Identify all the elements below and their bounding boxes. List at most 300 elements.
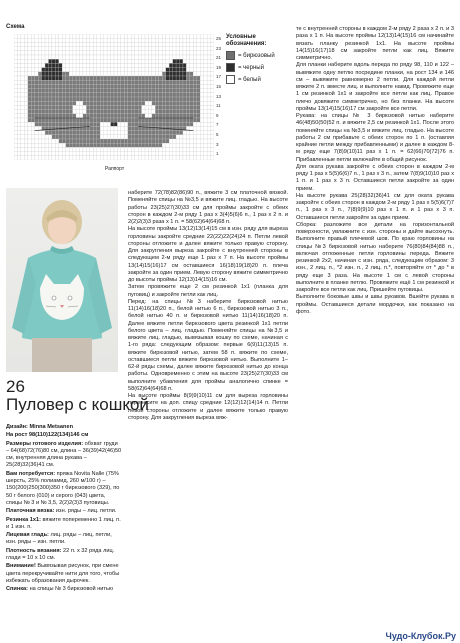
chart-cell <box>204 42 207 46</box>
chart-cell <box>38 101 41 105</box>
chart-cell <box>45 68 48 72</box>
chart-cell <box>142 156 145 160</box>
chart-cell <box>138 143 141 147</box>
chart-cell <box>124 156 127 160</box>
chart-cell <box>76 72 79 76</box>
chart-cell <box>66 122 69 126</box>
chart-cell <box>24 42 27 46</box>
chart-cell <box>155 89 158 93</box>
chart-cell <box>45 147 48 151</box>
chart-cell <box>35 105 38 109</box>
chart-cell <box>186 47 189 51</box>
chart-cell <box>14 38 17 42</box>
chart-cell <box>207 156 210 160</box>
chart-cell <box>135 143 138 147</box>
chart-cell <box>48 42 51 46</box>
chart-cell <box>176 93 179 97</box>
chart-cell <box>14 68 17 72</box>
chart-cell <box>173 126 176 130</box>
chart-cell <box>73 110 76 114</box>
chart-title: Схема <box>6 24 25 30</box>
chart-cell <box>28 76 31 80</box>
chart-cell <box>100 47 103 51</box>
chart-cell <box>176 51 179 55</box>
chart-cell <box>90 122 93 126</box>
chart-cell <box>66 143 69 147</box>
chart-cell <box>28 55 31 59</box>
chart-cell <box>42 51 45 55</box>
chart-cell <box>55 59 58 63</box>
chart-cell <box>124 72 127 76</box>
chart-cell <box>186 147 189 151</box>
chart-cell <box>173 80 176 84</box>
chart-cell <box>42 80 45 84</box>
chart-cell <box>121 147 124 151</box>
chart-cell <box>162 110 165 114</box>
chart-cell <box>111 147 114 151</box>
chart-cell <box>121 93 124 97</box>
chart-cell <box>155 156 158 160</box>
chart-cell <box>86 93 89 97</box>
chart-cell <box>90 101 93 105</box>
chart-cell <box>38 76 41 80</box>
right-paragraph: Для планки наберите вдоль переда по ряду 98, 110 и 122 – вывяжите одну петлю посредине планки, на рост 134 и 146 см – вывяжите равномерно 2 петли. Для каждой петли вяжите 2 п. вместе лиц. и выполните накид. Провяжите еще 1 см резинкой 1x1 и закройте все петли как лиц. Правое плечо довяжите симметрично, но без планки. На высоте проймы 13(14)15(16)17 см закройте все петли. <box>296 62 454 112</box>
chart-cell <box>152 126 155 130</box>
chart-cell <box>197 84 200 88</box>
chart-cell <box>124 55 127 59</box>
chart-cell <box>173 38 176 42</box>
chart-cell <box>107 59 110 63</box>
chart-cell <box>166 42 169 46</box>
chart-cell <box>193 147 196 151</box>
chart-cell <box>73 34 76 38</box>
chart-cell <box>138 147 141 151</box>
chart-cell <box>128 143 131 147</box>
chart-cell <box>35 143 38 147</box>
chart-cell <box>152 72 155 76</box>
chart-cell <box>24 38 27 42</box>
chart-cell <box>166 84 169 88</box>
chart-cell <box>107 68 110 72</box>
chart-cell <box>100 68 103 72</box>
chart-cell <box>83 139 86 143</box>
chart-cell <box>69 114 72 118</box>
chart-cell <box>35 34 38 38</box>
chart-cell <box>121 131 124 135</box>
chart-cell <box>128 156 131 160</box>
chart-cell <box>169 72 172 76</box>
chart-cell <box>66 97 69 101</box>
chart-cell <box>173 93 176 97</box>
chart-cell <box>180 55 183 59</box>
chart-cell <box>207 84 210 88</box>
chart-cell <box>128 114 131 118</box>
chart-cell <box>193 152 196 156</box>
chart-cell <box>90 97 93 101</box>
chart-cell <box>45 47 48 51</box>
chart-cell <box>107 143 110 147</box>
chart-cell <box>97 55 100 59</box>
chart-cell <box>211 76 214 80</box>
chart-cell <box>193 34 196 38</box>
chart-cell <box>180 147 183 151</box>
chart-cell <box>73 152 76 156</box>
chart-cell <box>21 110 24 114</box>
chart-cell <box>100 59 103 63</box>
chart-cell <box>211 147 214 151</box>
chart-cell <box>17 68 20 72</box>
chart-cell <box>97 42 100 46</box>
chart-cell <box>200 135 203 139</box>
chart-cell <box>145 118 148 122</box>
chart-cell <box>145 152 148 156</box>
chart-cell <box>35 147 38 151</box>
chart-cell <box>152 76 155 80</box>
chart-cell <box>73 68 76 72</box>
chart-cell <box>131 93 134 97</box>
chart-cell <box>193 68 196 72</box>
chart-cell <box>31 84 34 88</box>
chart-cell <box>162 105 165 109</box>
chart-cell <box>142 118 145 122</box>
chart-cell <box>100 97 103 101</box>
chart-cell <box>117 118 120 122</box>
chart-cell <box>76 68 79 72</box>
chart-cell <box>66 68 69 72</box>
chart-cell <box>45 118 48 122</box>
chart-cell <box>138 105 141 109</box>
chart-cell <box>193 97 196 101</box>
chart-cell <box>173 47 176 51</box>
chart-cell <box>100 126 103 130</box>
chart-cell <box>186 97 189 101</box>
chart-cell <box>138 72 141 76</box>
chart-cell <box>104 68 107 72</box>
chart-cell <box>207 126 210 130</box>
chart-cell <box>173 152 176 156</box>
chart-cell <box>152 122 155 126</box>
chart-cell <box>66 93 69 97</box>
chart-cell <box>173 84 176 88</box>
chart-cell <box>183 97 186 101</box>
chart-cell <box>55 143 58 147</box>
chart-cell <box>31 80 34 84</box>
chart-cell <box>162 55 165 59</box>
chart-cell <box>62 143 65 147</box>
pants-shape <box>32 338 92 372</box>
chart-cell <box>211 114 214 118</box>
chart-cell <box>135 110 138 114</box>
chart-cell <box>86 147 89 151</box>
chart-cell <box>93 118 96 122</box>
chart-cell <box>207 59 210 63</box>
chart-cell <box>73 131 76 135</box>
chart-cell <box>14 152 17 156</box>
chart-cell <box>80 51 83 55</box>
chart-cell <box>31 131 34 135</box>
chart-cell <box>200 97 203 101</box>
chart-cell <box>135 42 138 46</box>
chart-cell <box>35 114 38 118</box>
chart-cell <box>69 80 72 84</box>
chart-cell <box>152 156 155 160</box>
right-column-text <box>296 26 454 316</box>
legend-title: Условные обозначения: <box>226 34 267 47</box>
chart-cell <box>45 63 48 67</box>
chart-cell <box>28 126 31 130</box>
chart-cell <box>97 105 100 109</box>
chart-cell <box>148 47 151 51</box>
chart-cell <box>83 72 86 76</box>
chart-cell <box>100 80 103 84</box>
chart-cell <box>173 147 176 151</box>
chart-cell <box>204 122 207 126</box>
chart-cell <box>166 89 169 93</box>
chart-cell <box>107 139 110 143</box>
chart-cell <box>128 118 131 122</box>
chart-cell <box>169 156 172 160</box>
chart-cell <box>138 80 141 84</box>
chart-cell <box>45 101 48 105</box>
legend-swatch <box>226 75 235 84</box>
chart-cell <box>24 147 27 151</box>
chart-cell <box>14 156 17 160</box>
chart-cell <box>90 47 93 51</box>
chart-cell <box>69 34 72 38</box>
chart-cell <box>62 139 65 143</box>
chart-cell <box>52 47 55 51</box>
chart-cell <box>55 47 58 51</box>
paragraph-text: изн. ряды – лиц. петли. <box>54 508 117 515</box>
chart-cell <box>80 152 83 156</box>
chart-cell <box>193 156 196 160</box>
chart-cell <box>204 76 207 80</box>
chart-cell <box>183 55 186 59</box>
chart-cell <box>21 72 24 76</box>
chart-cell <box>14 89 17 93</box>
chart-cell <box>183 139 186 143</box>
chart-cell <box>62 63 65 67</box>
chart-cell <box>76 93 79 97</box>
chart-cell <box>190 59 193 63</box>
chart-cell <box>28 38 31 42</box>
chart-cell <box>159 68 162 72</box>
chart-cell <box>28 118 31 122</box>
photo-illustration <box>6 188 118 372</box>
chart-cell <box>131 38 134 42</box>
chart-cell <box>24 122 27 126</box>
chart-cell <box>155 114 158 118</box>
chart-cell <box>204 110 207 114</box>
chart-cell <box>55 101 58 105</box>
chart-cell <box>180 135 183 139</box>
chart-cell <box>62 147 65 151</box>
chart-row-number: 13 <box>216 93 222 99</box>
chart-cell <box>155 101 158 105</box>
chart-cell <box>131 63 134 67</box>
chart-cell <box>28 131 31 135</box>
chart-cell <box>186 110 189 114</box>
chart-cell <box>104 97 107 101</box>
chart-cell <box>121 122 124 126</box>
chart-cell <box>204 63 207 67</box>
chart-cell <box>152 80 155 84</box>
chart-cell <box>62 76 65 80</box>
chart-cell <box>59 101 62 105</box>
chart-cell <box>100 76 103 80</box>
chart-cell <box>17 152 20 156</box>
chart-cell <box>55 42 58 46</box>
site-watermark: Чудо-Клубок.Ру <box>385 631 456 641</box>
chart-cell <box>180 47 183 51</box>
chart-cell <box>42 152 45 156</box>
chart-cell <box>124 139 127 143</box>
chart-cell <box>93 143 96 147</box>
chart-cell <box>159 152 162 156</box>
chart-cell <box>104 156 107 160</box>
chart-cell <box>45 156 48 160</box>
chart-cell <box>180 156 183 160</box>
chart-cell <box>148 42 151 46</box>
chart-cell <box>148 135 151 139</box>
chart-cell <box>159 59 162 63</box>
chart-cell <box>166 156 169 160</box>
chart-cell <box>80 34 83 38</box>
chart-cell <box>155 76 158 80</box>
chart-cell <box>86 59 89 63</box>
chart-cell <box>121 63 124 67</box>
chart-cell <box>200 76 203 80</box>
chart-cell <box>107 38 110 42</box>
chart-cell <box>48 63 51 67</box>
chart-cell <box>193 126 196 130</box>
chart-cell <box>42 38 45 42</box>
chart-cell <box>193 76 196 80</box>
chart-cell <box>207 101 210 105</box>
chart-cell <box>193 42 196 46</box>
chart-cell <box>100 152 103 156</box>
chart-cell <box>152 143 155 147</box>
chart-cell <box>14 114 17 118</box>
chart-cell <box>190 72 193 76</box>
chart-cell <box>114 110 117 114</box>
chart-cell <box>97 84 100 88</box>
chart-cell <box>14 34 17 38</box>
chart-cell <box>90 156 93 160</box>
chart-cell <box>121 143 124 147</box>
chart-cell <box>148 59 151 63</box>
chart-row-number: 7 <box>216 122 219 128</box>
chart-cell <box>131 68 134 72</box>
chart-cell <box>28 156 31 160</box>
chart-cell <box>86 105 89 109</box>
chart-cell <box>76 156 79 160</box>
chart-cell <box>159 147 162 151</box>
chart-cell <box>176 126 179 130</box>
chart-cell <box>142 42 145 46</box>
chart-cell <box>197 101 200 105</box>
chart-cell <box>83 68 86 72</box>
chart-cell <box>24 34 27 38</box>
chart-cell <box>111 80 114 84</box>
chart-cell <box>69 135 72 139</box>
chart-cell <box>59 59 62 63</box>
chart-cell <box>197 131 200 135</box>
chart-cell <box>38 122 41 126</box>
chart-cell <box>42 63 45 67</box>
chart-cell <box>21 38 24 42</box>
chart-cell <box>76 59 79 63</box>
chart-cell <box>62 38 65 42</box>
chart-cell <box>114 131 117 135</box>
chart-cell <box>207 110 210 114</box>
chart-cell <box>107 63 110 67</box>
chart-cell <box>107 147 110 151</box>
chart-cell <box>131 152 134 156</box>
chart-cell <box>48 68 51 72</box>
chart-cell <box>190 47 193 51</box>
chart-cell <box>159 93 162 97</box>
legend-swatch <box>226 63 235 72</box>
chart-cell <box>128 72 131 76</box>
chart-cell <box>138 84 141 88</box>
chart-cell <box>14 55 17 59</box>
chart-cell <box>180 59 183 63</box>
chart-cell <box>142 135 145 139</box>
chart-cell <box>38 93 41 97</box>
chart-cell <box>28 84 31 88</box>
chart-cell <box>173 105 176 109</box>
chart-cell <box>211 101 214 105</box>
chart-cell <box>131 147 134 151</box>
chart-cell <box>173 72 176 76</box>
chart-cell <box>104 139 107 143</box>
chart-cell <box>186 105 189 109</box>
chart-cell <box>152 139 155 143</box>
chart-cell <box>173 59 176 63</box>
chart-cell <box>107 101 110 105</box>
chart-cell <box>69 118 72 122</box>
chart-cell <box>38 89 41 93</box>
chart-cell <box>97 97 100 101</box>
chart-cell <box>152 131 155 135</box>
chart-cell <box>69 55 72 59</box>
chart-cell <box>197 139 200 143</box>
chart-cell <box>138 55 141 59</box>
chart-cell <box>48 126 51 130</box>
chart-cell <box>48 89 51 93</box>
chart-cell <box>17 72 20 76</box>
chart-cell <box>197 68 200 72</box>
chart-cell <box>114 34 117 38</box>
chart-cell <box>121 47 124 51</box>
knitting-chart <box>14 34 214 160</box>
right-paragraph: Сборка: разложите все детали на горизонтальной поверхности, увлажните с изн. стороны и дайте высохнуть. Выполните правый плечевой шов. По краю горловины на спицы №3 бирюзовой нитью наберите 76(80)84(84)88 п., включая отложенные петли горловины переда. Вяжите резинкой 2x2, начиная с изн. ряда, следующим образом: 3 изн., 2 лиц. п., *2 изн. п., 2 лиц. п.*, повторяйте от * до * в ряду еще 3 раза. На высоте 1 см с левой стороны выполните в планке петлю. Провяжите ещё 1 см резинкой и закройте все петли как лиц. Пришейте пуговицы. <box>296 221 454 293</box>
chart-cell <box>121 84 124 88</box>
chart-cell <box>155 80 158 84</box>
chart-cell <box>121 110 124 114</box>
chart-cell <box>162 47 165 51</box>
chart-cell <box>38 34 41 38</box>
chart-cell <box>162 131 165 135</box>
chart-cell <box>35 42 38 46</box>
chart-cell <box>69 147 72 151</box>
chart-cell <box>135 135 138 139</box>
chart-cell <box>128 38 131 42</box>
chart-cell <box>162 97 165 101</box>
chart-cell <box>66 55 69 59</box>
chart-cell <box>21 89 24 93</box>
